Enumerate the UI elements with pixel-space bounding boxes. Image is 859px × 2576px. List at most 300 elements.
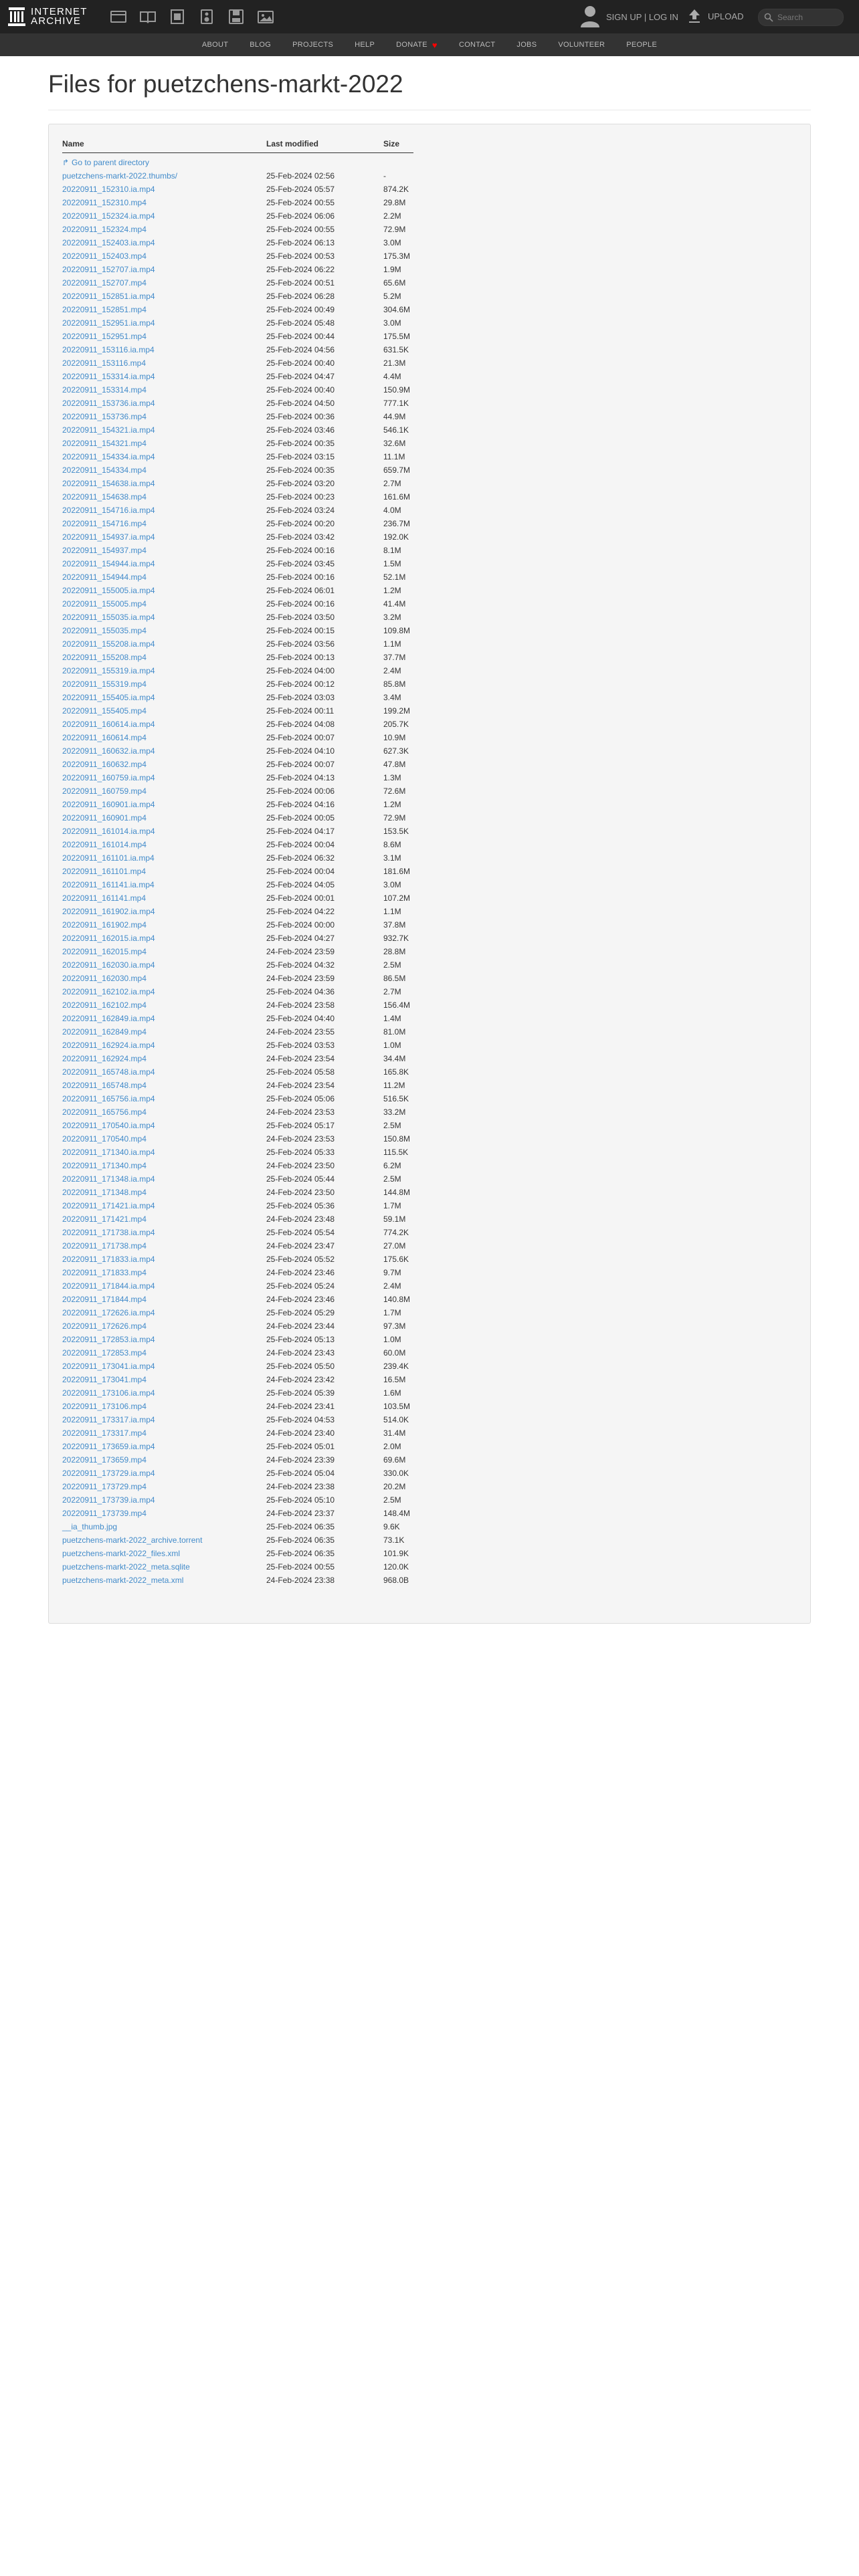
size-cell: 2.5M bbox=[383, 1121, 401, 1130]
last-modified-cell: 25-Feb-2024 04:47 bbox=[266, 372, 335, 381]
file-link[interactable]: 20220911_154937.ia.mp4 bbox=[62, 532, 155, 542]
file-link[interactable]: 20220911_152707.mp4 bbox=[62, 278, 147, 288]
last-modified-cell: 25-Feb-2024 03:20 bbox=[266, 479, 335, 488]
size-cell: 21.3M bbox=[383, 358, 406, 368]
media-type-icons bbox=[110, 9, 286, 25]
file-link[interactable]: 20220911_161141.ia.mp4 bbox=[62, 880, 155, 889]
table-row bbox=[62, 463, 413, 477]
file-link[interactable]: 20220911_154716.mp4 bbox=[62, 519, 147, 528]
last-modified-cell: 25-Feb-2024 00:16 bbox=[266, 599, 335, 609]
file-link[interactable]: 20220911_161902.ia.mp4 bbox=[62, 907, 155, 916]
last-modified-cell: 25-Feb-2024 00:51 bbox=[266, 278, 335, 288]
table-row bbox=[62, 758, 413, 771]
last-modified-cell: 24-Feb-2024 23:50 bbox=[266, 1161, 335, 1170]
size-cell: 120.0K bbox=[383, 1562, 409, 1572]
file-link[interactable]: 20220911_160614.ia.mp4 bbox=[62, 720, 155, 729]
size-cell: 239.4K bbox=[383, 1362, 409, 1371]
file-link[interactable]: 20220911_154321.ia.mp4 bbox=[62, 425, 155, 435]
file-link[interactable]: 20220911_153314.ia.mp4 bbox=[62, 372, 155, 381]
last-modified-cell: 25-Feb-2024 03:50 bbox=[266, 613, 335, 622]
file-link[interactable]: 20220911_173729.ia.mp4 bbox=[62, 1469, 155, 1478]
last-modified-cell: 25-Feb-2024 00:04 bbox=[266, 867, 335, 876]
file-link[interactable]: 20220911_153736.ia.mp4 bbox=[62, 399, 155, 408]
table-row bbox=[62, 597, 413, 611]
page-title: Files for puetzchens-markt-2022 bbox=[48, 70, 403, 98]
size-cell: 2.0M bbox=[383, 1442, 401, 1451]
file-link[interactable]: 20220911_152851.ia.mp4 bbox=[62, 292, 155, 301]
file-link[interactable]: 20220911_171844.mp4 bbox=[62, 1295, 147, 1304]
size-cell: 73.1K bbox=[383, 1535, 405, 1545]
file-link[interactable]: 20220911_153736.mp4 bbox=[62, 412, 147, 421]
texts-icon[interactable] bbox=[139, 9, 157, 25]
size-cell: 27.0M bbox=[383, 1241, 406, 1251]
size-cell: 4.0M bbox=[383, 506, 401, 515]
file-link[interactable]: 20220911_161014.ia.mp4 bbox=[62, 827, 155, 836]
last-modified-cell: 25-Feb-2024 00:15 bbox=[266, 626, 335, 635]
file-link[interactable]: 20220911_172626.ia.mp4 bbox=[62, 1308, 155, 1317]
file-link[interactable]: 20220911_161902.mp4 bbox=[62, 920, 147, 930]
size-cell: 1.2M bbox=[383, 800, 401, 809]
file-link[interactable]: 20220911_154944.mp4 bbox=[62, 572, 147, 582]
file-link[interactable]: puetzchens-markt-2022_meta.xml bbox=[62, 1576, 184, 1585]
software-icon[interactable] bbox=[227, 9, 245, 25]
file-link[interactable]: 20220911_173739.mp4 bbox=[62, 1509, 147, 1518]
file-link[interactable]: 20220911_171421.ia.mp4 bbox=[62, 1201, 155, 1210]
file-link[interactable]: 20220911_160632.ia.mp4 bbox=[62, 746, 155, 756]
table-row bbox=[62, 945, 413, 958]
table-row bbox=[62, 1092, 413, 1105]
last-modified-cell: 25-Feb-2024 03:45 bbox=[266, 559, 335, 568]
file-link[interactable]: 20220911_155208.ia.mp4 bbox=[62, 639, 155, 649]
table-row bbox=[62, 865, 413, 878]
file-link[interactable]: 20220911_160901.ia.mp4 bbox=[62, 800, 155, 809]
file-link[interactable]: puetzchens-markt-2022.thumbs/ bbox=[62, 171, 178, 181]
file-link[interactable]: 20220911_162030.mp4 bbox=[62, 974, 147, 983]
file-link[interactable]: 20220911_165756.ia.mp4 bbox=[62, 1094, 155, 1103]
file-link[interactable]: 20220911_173106.ia.mp4 bbox=[62, 1388, 155, 1398]
size-cell: 20.2M bbox=[383, 1482, 406, 1491]
file-link[interactable]: 20220911_171340.ia.mp4 bbox=[62, 1148, 155, 1157]
upload-icon bbox=[688, 8, 701, 24]
file-link[interactable]: 20220911_162924.ia.mp4 bbox=[62, 1041, 155, 1050]
size-cell: 1.4M bbox=[383, 1014, 401, 1023]
file-link[interactable]: 20220911_160759.mp4 bbox=[62, 786, 147, 796]
file-link[interactable]: 20220911_171738.ia.mp4 bbox=[62, 1228, 155, 1237]
last-modified-cell: 25-Feb-2024 04:27 bbox=[266, 934, 335, 943]
file-link[interactable]: puetzchens-markt-2022_files.xml bbox=[62, 1549, 181, 1558]
size-cell: 72.9M bbox=[383, 813, 406, 823]
file-link[interactable]: 20220911_161141.mp4 bbox=[62, 893, 147, 903]
size-cell: 1.9M bbox=[383, 265, 401, 274]
table-row bbox=[62, 1266, 413, 1279]
last-modified-cell: 25-Feb-2024 04:08 bbox=[266, 720, 335, 729]
table-row bbox=[62, 1012, 413, 1025]
file-link[interactable]: 20220911_160759.ia.mp4 bbox=[62, 773, 155, 782]
size-cell: 3.1M bbox=[383, 853, 401, 863]
table-row bbox=[62, 490, 413, 504]
file-link[interactable]: 20220911_171421.mp4 bbox=[62, 1214, 147, 1224]
table-row bbox=[62, 771, 413, 784]
last-modified-cell: 24-Feb-2024 23:41 bbox=[266, 1402, 335, 1411]
size-cell: 86.5M bbox=[383, 974, 406, 983]
file-link[interactable]: puetzchens-markt-2022_archive.torrent bbox=[62, 1535, 203, 1545]
file-link[interactable]: 20220911_173739.ia.mp4 bbox=[62, 1495, 155, 1505]
table-row bbox=[62, 517, 413, 530]
table-row bbox=[62, 249, 413, 263]
file-link[interactable]: 20220911_154638.mp4 bbox=[62, 492, 147, 502]
parent-directory-link[interactable] bbox=[62, 158, 149, 167]
file-link[interactable]: 20220911_162102.ia.mp4 bbox=[62, 987, 155, 996]
search-icon[interactable] bbox=[764, 13, 773, 22]
web-icon[interactable] bbox=[110, 9, 127, 25]
file-link[interactable]: 20220911_155319.ia.mp4 bbox=[62, 666, 155, 675]
file-link[interactable]: 20220911_170540.mp4 bbox=[62, 1134, 147, 1144]
table-row bbox=[62, 985, 413, 998]
heart-icon: ♥ bbox=[432, 39, 438, 50]
search-box bbox=[758, 9, 844, 26]
file-link[interactable]: 20220911_160901.mp4 bbox=[62, 813, 147, 823]
file-link[interactable]: 20220911_154334.mp4 bbox=[62, 465, 147, 475]
size-cell: 97.3M bbox=[383, 1321, 406, 1331]
file-link[interactable]: 20220911_155405.ia.mp4 bbox=[62, 693, 155, 702]
size-cell: 72.6M bbox=[383, 786, 406, 796]
size-cell: 1.7M bbox=[383, 1201, 401, 1210]
last-modified-cell: 25-Feb-2024 00:35 bbox=[266, 439, 335, 448]
file-link[interactable]: 20220911_161101.mp4 bbox=[62, 867, 147, 876]
file-link[interactable]: 20220911_153116.ia.mp4 bbox=[62, 345, 155, 354]
table-row bbox=[62, 1547, 413, 1560]
file-link[interactable]: 20220911_171833.mp4 bbox=[62, 1268, 147, 1277]
table-row bbox=[62, 423, 413, 437]
size-cell: 29.8M bbox=[383, 198, 406, 207]
archive-temple-icon bbox=[8, 7, 25, 26]
size-cell: 631.5K bbox=[383, 345, 409, 354]
table-row bbox=[62, 1226, 413, 1239]
size-cell: 777.1K bbox=[383, 399, 409, 408]
size-cell: 1.3M bbox=[383, 773, 401, 782]
file-link[interactable]: 20220911_155035.ia.mp4 bbox=[62, 613, 155, 622]
file-link[interactable]: 20220911_153314.mp4 bbox=[62, 385, 147, 395]
log-in-link[interactable]: LOG IN bbox=[648, 11, 678, 22]
secondary-nav bbox=[0, 33, 859, 56]
table-row bbox=[62, 263, 413, 276]
file-link[interactable]: 20220911_162102.mp4 bbox=[62, 1000, 147, 1010]
table-row bbox=[62, 1360, 413, 1373]
size-cell: 1.7M bbox=[383, 1308, 401, 1317]
table-row bbox=[62, 1279, 413, 1293]
last-modified-cell: 24-Feb-2024 23:44 bbox=[266, 1321, 335, 1331]
size-cell: 31.4M bbox=[383, 1428, 406, 1438]
file-link[interactable]: 20220911_155005.ia.mp4 bbox=[62, 586, 155, 595]
table-row bbox=[62, 637, 413, 651]
search-input[interactable] bbox=[776, 11, 840, 24]
file-link[interactable]: 20220911_155035.mp4 bbox=[62, 626, 147, 635]
last-modified-cell: 25-Feb-2024 00:53 bbox=[266, 251, 335, 261]
size-cell: 2.4M bbox=[383, 666, 401, 675]
file-link[interactable]: 20220911_152951.ia.mp4 bbox=[62, 318, 155, 328]
file-link[interactable]: 20220911_170540.ia.mp4 bbox=[62, 1121, 155, 1130]
size-cell: 69.6M bbox=[383, 1455, 406, 1465]
size-cell: 2.5M bbox=[383, 960, 401, 970]
file-link[interactable]: 20220911_172853.ia.mp4 bbox=[62, 1335, 155, 1344]
table-row bbox=[62, 223, 413, 236]
size-cell: 150.8M bbox=[383, 1134, 411, 1144]
nav-projects[interactable]: PROJECTS bbox=[292, 41, 334, 49]
file-link[interactable]: 20220911_152851.mp4 bbox=[62, 305, 147, 314]
file-link[interactable]: 20220911_165748.mp4 bbox=[62, 1081, 147, 1090]
table-row bbox=[62, 290, 413, 303]
table-row bbox=[62, 1052, 413, 1065]
size-cell: 236.7M bbox=[383, 519, 411, 528]
file-link[interactable]: 20220911_155319.mp4 bbox=[62, 679, 147, 689]
size-cell: 627.3K bbox=[383, 746, 409, 756]
last-modified-cell: 25-Feb-2024 05:57 bbox=[266, 185, 335, 194]
table-header-row bbox=[62, 135, 413, 153]
last-modified-cell: 25-Feb-2024 04:36 bbox=[266, 987, 335, 996]
video-icon[interactable] bbox=[169, 9, 186, 25]
table-row bbox=[62, 557, 413, 570]
table-row bbox=[62, 825, 413, 838]
file-link[interactable]: 20220911_171844.ia.mp4 bbox=[62, 1281, 155, 1291]
file-link[interactable]: 20220911_173659.ia.mp4 bbox=[62, 1442, 155, 1451]
file-link[interactable]: 20220911_152324.mp4 bbox=[62, 225, 147, 234]
file-link[interactable]: 20220911_172853.mp4 bbox=[62, 1348, 147, 1358]
column-header-size[interactable]: Size bbox=[383, 135, 413, 153]
table-row bbox=[62, 1373, 413, 1386]
file-link[interactable]: 20220911_171348.ia.mp4 bbox=[62, 1174, 155, 1184]
table-row bbox=[62, 1025, 413, 1039]
file-link[interactable]: 20220911_173317.mp4 bbox=[62, 1428, 147, 1438]
last-modified-cell: 25-Feb-2024 00:49 bbox=[266, 305, 335, 314]
file-link[interactable]: 20220911_173041.ia.mp4 bbox=[62, 1362, 155, 1371]
last-modified-cell: 25-Feb-2024 00:55 bbox=[266, 225, 335, 234]
size-cell: 81.0M bbox=[383, 1027, 406, 1037]
last-modified-cell: 25-Feb-2024 05:33 bbox=[266, 1148, 335, 1157]
file-link[interactable]: 20220911_162030.ia.mp4 bbox=[62, 960, 155, 970]
last-modified-cell: 25-Feb-2024 00:35 bbox=[266, 465, 335, 475]
table-row bbox=[62, 570, 413, 584]
file-link[interactable]: 20220911_162015.mp4 bbox=[62, 947, 147, 956]
table-row bbox=[62, 356, 413, 370]
last-modified-cell: 24-Feb-2024 23:37 bbox=[266, 1509, 335, 1518]
nav-help[interactable]: HELP bbox=[355, 41, 375, 49]
nav-volunteer[interactable]: VOLUNTEER bbox=[558, 41, 605, 49]
last-modified-cell: 25-Feb-2024 03:15 bbox=[266, 452, 335, 461]
file-link[interactable]: 20220911_173659.mp4 bbox=[62, 1455, 147, 1465]
last-modified-cell: 24-Feb-2024 23:38 bbox=[266, 1482, 335, 1491]
file-link[interactable]: 20220911_154937.mp4 bbox=[62, 546, 147, 555]
size-cell: 140.8M bbox=[383, 1295, 411, 1304]
table-row bbox=[62, 798, 413, 811]
size-cell: 3.0M bbox=[383, 238, 401, 247]
file-link[interactable]: 20220911_165748.ia.mp4 bbox=[62, 1067, 155, 1077]
upload-button[interactable] bbox=[688, 8, 743, 24]
file-link[interactable]: 20220911_152403.mp4 bbox=[62, 251, 147, 261]
user-avatar-icon[interactable] bbox=[579, 5, 601, 29]
table-row bbox=[62, 851, 413, 865]
last-modified-cell: 25-Feb-2024 06:28 bbox=[266, 292, 335, 301]
last-modified-cell: 25-Feb-2024 00:55 bbox=[266, 198, 335, 207]
nav-donate[interactable] bbox=[396, 40, 438, 50]
file-rows bbox=[62, 153, 413, 1588]
file-link[interactable]: 20220911_152310.mp4 bbox=[62, 198, 147, 207]
last-modified-cell: 25-Feb-2024 05:39 bbox=[266, 1388, 335, 1398]
table-row bbox=[62, 1065, 413, 1079]
table-row bbox=[62, 718, 413, 731]
user-area bbox=[579, 4, 678, 29]
table-row bbox=[62, 1159, 413, 1172]
file-link[interactable]: 20220911_152951.mp4 bbox=[62, 332, 147, 341]
size-cell: 2.4M bbox=[383, 1281, 401, 1291]
table-row bbox=[62, 276, 413, 290]
last-modified-cell: 25-Feb-2024 04:00 bbox=[266, 666, 335, 675]
last-modified-cell: 24-Feb-2024 23:46 bbox=[266, 1268, 335, 1277]
nav-contact[interactable]: CONTACT bbox=[458, 41, 496, 49]
last-modified-cell: 25-Feb-2024 03:24 bbox=[266, 506, 335, 515]
table-row bbox=[62, 1400, 413, 1413]
last-modified-cell: 25-Feb-2024 00:40 bbox=[266, 385, 335, 395]
last-modified-cell: 25-Feb-2024 04:17 bbox=[266, 827, 335, 836]
file-link[interactable]: 20220911_162849.mp4 bbox=[62, 1027, 147, 1037]
last-modified-cell: 24-Feb-2024 23:38 bbox=[266, 1576, 335, 1585]
file-link[interactable]: 20220911_161101.ia.mp4 bbox=[62, 853, 155, 863]
parent-directory-label: Go to parent directory bbox=[72, 158, 150, 167]
file-link[interactable]: __ia_thumb.jpg bbox=[62, 1522, 118, 1531]
size-cell: 115.5K bbox=[383, 1148, 409, 1157]
last-modified-cell: 24-Feb-2024 23:50 bbox=[266, 1188, 335, 1197]
size-cell: 103.5M bbox=[383, 1402, 411, 1411]
size-cell: 1.6M bbox=[383, 1388, 401, 1398]
nav-people[interactable]: PEOPLE bbox=[626, 41, 658, 49]
column-header-name[interactable]: Name bbox=[62, 135, 266, 153]
size-cell: 205.7K bbox=[383, 720, 409, 729]
file-link[interactable]: 20220911_154944.ia.mp4 bbox=[62, 559, 155, 568]
last-modified-cell: 25-Feb-2024 05:44 bbox=[266, 1174, 335, 1184]
file-link[interactable]: 20220911_154334.ia.mp4 bbox=[62, 452, 155, 461]
file-link[interactable]: 20220911_152707.ia.mp4 bbox=[62, 265, 155, 274]
table-row bbox=[62, 1507, 413, 1520]
size-cell: 153.5K bbox=[383, 827, 409, 836]
column-header-last-modified[interactable]: Last modified bbox=[266, 135, 383, 153]
size-cell: 175.6K bbox=[383, 1255, 409, 1264]
size-cell: 8.6M bbox=[383, 840, 401, 849]
file-link[interactable]: 20220911_154321.mp4 bbox=[62, 439, 147, 448]
file-link[interactable]: 20220911_154716.ia.mp4 bbox=[62, 506, 155, 515]
table-row bbox=[62, 611, 413, 624]
size-cell: 65.6M bbox=[383, 278, 406, 288]
logo-line-1: INTERNET bbox=[31, 6, 88, 17]
size-cell: 3.0M bbox=[383, 318, 401, 328]
file-link[interactable]: 20220911_155405.mp4 bbox=[62, 706, 147, 716]
file-link[interactable]: 20220911_171348.mp4 bbox=[62, 1188, 147, 1197]
size-cell: 330.0K bbox=[383, 1469, 409, 1478]
last-modified-cell: 25-Feb-2024 05:50 bbox=[266, 1362, 335, 1371]
file-link[interactable]: 20220911_162924.mp4 bbox=[62, 1054, 147, 1063]
table-row bbox=[62, 878, 413, 891]
file-link[interactable]: 20220911_155005.mp4 bbox=[62, 599, 147, 609]
table-row bbox=[62, 744, 413, 758]
file-link[interactable]: 20220911_160632.mp4 bbox=[62, 760, 147, 769]
size-cell: 304.6M bbox=[383, 305, 411, 314]
table-row bbox=[62, 343, 413, 356]
last-modified-cell: 24-Feb-2024 23:40 bbox=[266, 1428, 335, 1438]
file-link[interactable]: 20220911_153116.mp4 bbox=[62, 358, 147, 368]
file-link[interactable]: 20220911_161014.mp4 bbox=[62, 840, 147, 849]
audio-icon[interactable] bbox=[198, 9, 215, 25]
table-row bbox=[62, 530, 413, 544]
file-link[interactable]: 20220911_173106.mp4 bbox=[62, 1402, 147, 1411]
last-modified-cell: 24-Feb-2024 23:53 bbox=[266, 1107, 335, 1117]
last-modified-cell: 25-Feb-2024 04:13 bbox=[266, 773, 335, 782]
nav-blog[interactable]: BLOG bbox=[250, 41, 272, 49]
file-link[interactable]: 20220911_173041.mp4 bbox=[62, 1375, 147, 1384]
last-modified-cell: 25-Feb-2024 00:36 bbox=[266, 412, 335, 421]
file-link[interactable]: 20220911_165756.mp4 bbox=[62, 1107, 147, 1117]
file-link[interactable]: 20220911_171340.mp4 bbox=[62, 1161, 147, 1170]
file-link[interactable]: 20220911_171738.mp4 bbox=[62, 1241, 147, 1251]
last-modified-cell: 25-Feb-2024 04:16 bbox=[266, 800, 335, 809]
table-row bbox=[62, 1453, 413, 1467]
size-cell: 175.5M bbox=[383, 332, 411, 341]
table-row bbox=[62, 544, 413, 557]
table-row bbox=[62, 1467, 413, 1480]
last-modified-cell: 25-Feb-2024 05:13 bbox=[266, 1335, 335, 1344]
file-link[interactable]: 20220911_152324.ia.mp4 bbox=[62, 211, 155, 221]
file-link[interactable]: 20220911_152403.ia.mp4 bbox=[62, 238, 155, 247]
size-cell: 192.0K bbox=[383, 532, 409, 542]
table-row bbox=[62, 972, 413, 985]
file-link[interactable]: 20220911_162015.ia.mp4 bbox=[62, 934, 155, 943]
nav-about[interactable]: ABOUT bbox=[201, 41, 229, 49]
images-icon[interactable] bbox=[257, 9, 274, 25]
file-link[interactable]: 20220911_162849.ia.mp4 bbox=[62, 1014, 155, 1023]
size-cell: 161.6M bbox=[383, 492, 411, 502]
table-row bbox=[62, 704, 413, 718]
size-cell: - bbox=[383, 171, 386, 181]
parent-directory-row bbox=[62, 153, 413, 170]
last-modified-cell: 25-Feb-2024 00:16 bbox=[266, 546, 335, 555]
file-link[interactable]: 20220911_155208.mp4 bbox=[62, 653, 147, 662]
file-link[interactable]: 20220911_172626.mp4 bbox=[62, 1321, 147, 1331]
last-modified-cell: 25-Feb-2024 05:06 bbox=[266, 1094, 335, 1103]
file-link[interactable]: puetzchens-markt-2022_meta.sqlite bbox=[62, 1562, 190, 1572]
size-cell: 28.8M bbox=[383, 947, 406, 956]
file-link[interactable]: 20220911_152310.ia.mp4 bbox=[62, 185, 155, 194]
size-cell: 1.2M bbox=[383, 586, 401, 595]
file-link[interactable]: 20220911_160614.mp4 bbox=[62, 733, 147, 742]
table-row bbox=[62, 1212, 413, 1226]
file-link[interactable]: 20220911_154638.ia.mp4 bbox=[62, 479, 155, 488]
internet-archive-logo[interactable] bbox=[8, 6, 88, 27]
size-cell: 2.5M bbox=[383, 1174, 401, 1184]
last-modified-cell: 25-Feb-2024 04:50 bbox=[266, 399, 335, 408]
last-modified-cell: 24-Feb-2024 23:46 bbox=[266, 1295, 335, 1304]
last-modified-cell: 25-Feb-2024 03:03 bbox=[266, 693, 335, 702]
size-cell: 2.7M bbox=[383, 987, 401, 996]
nav-jobs[interactable]: JOBS bbox=[516, 41, 537, 49]
size-cell: 4.4M bbox=[383, 372, 401, 381]
last-modified-cell: 25-Feb-2024 00:12 bbox=[266, 679, 335, 689]
file-link[interactable]: 20220911_173317.ia.mp4 bbox=[62, 1415, 155, 1424]
last-modified-cell: 25-Feb-2024 06:32 bbox=[266, 853, 335, 863]
table-row bbox=[62, 958, 413, 972]
file-link[interactable]: 20220911_171833.ia.mp4 bbox=[62, 1255, 155, 1264]
table-row bbox=[62, 1293, 413, 1306]
size-cell: 85.8M bbox=[383, 679, 406, 689]
size-cell: 59.1M bbox=[383, 1214, 406, 1224]
sign-up-link[interactable]: SIGN UP bbox=[606, 11, 642, 22]
file-link[interactable]: 20220911_173729.mp4 bbox=[62, 1482, 147, 1491]
